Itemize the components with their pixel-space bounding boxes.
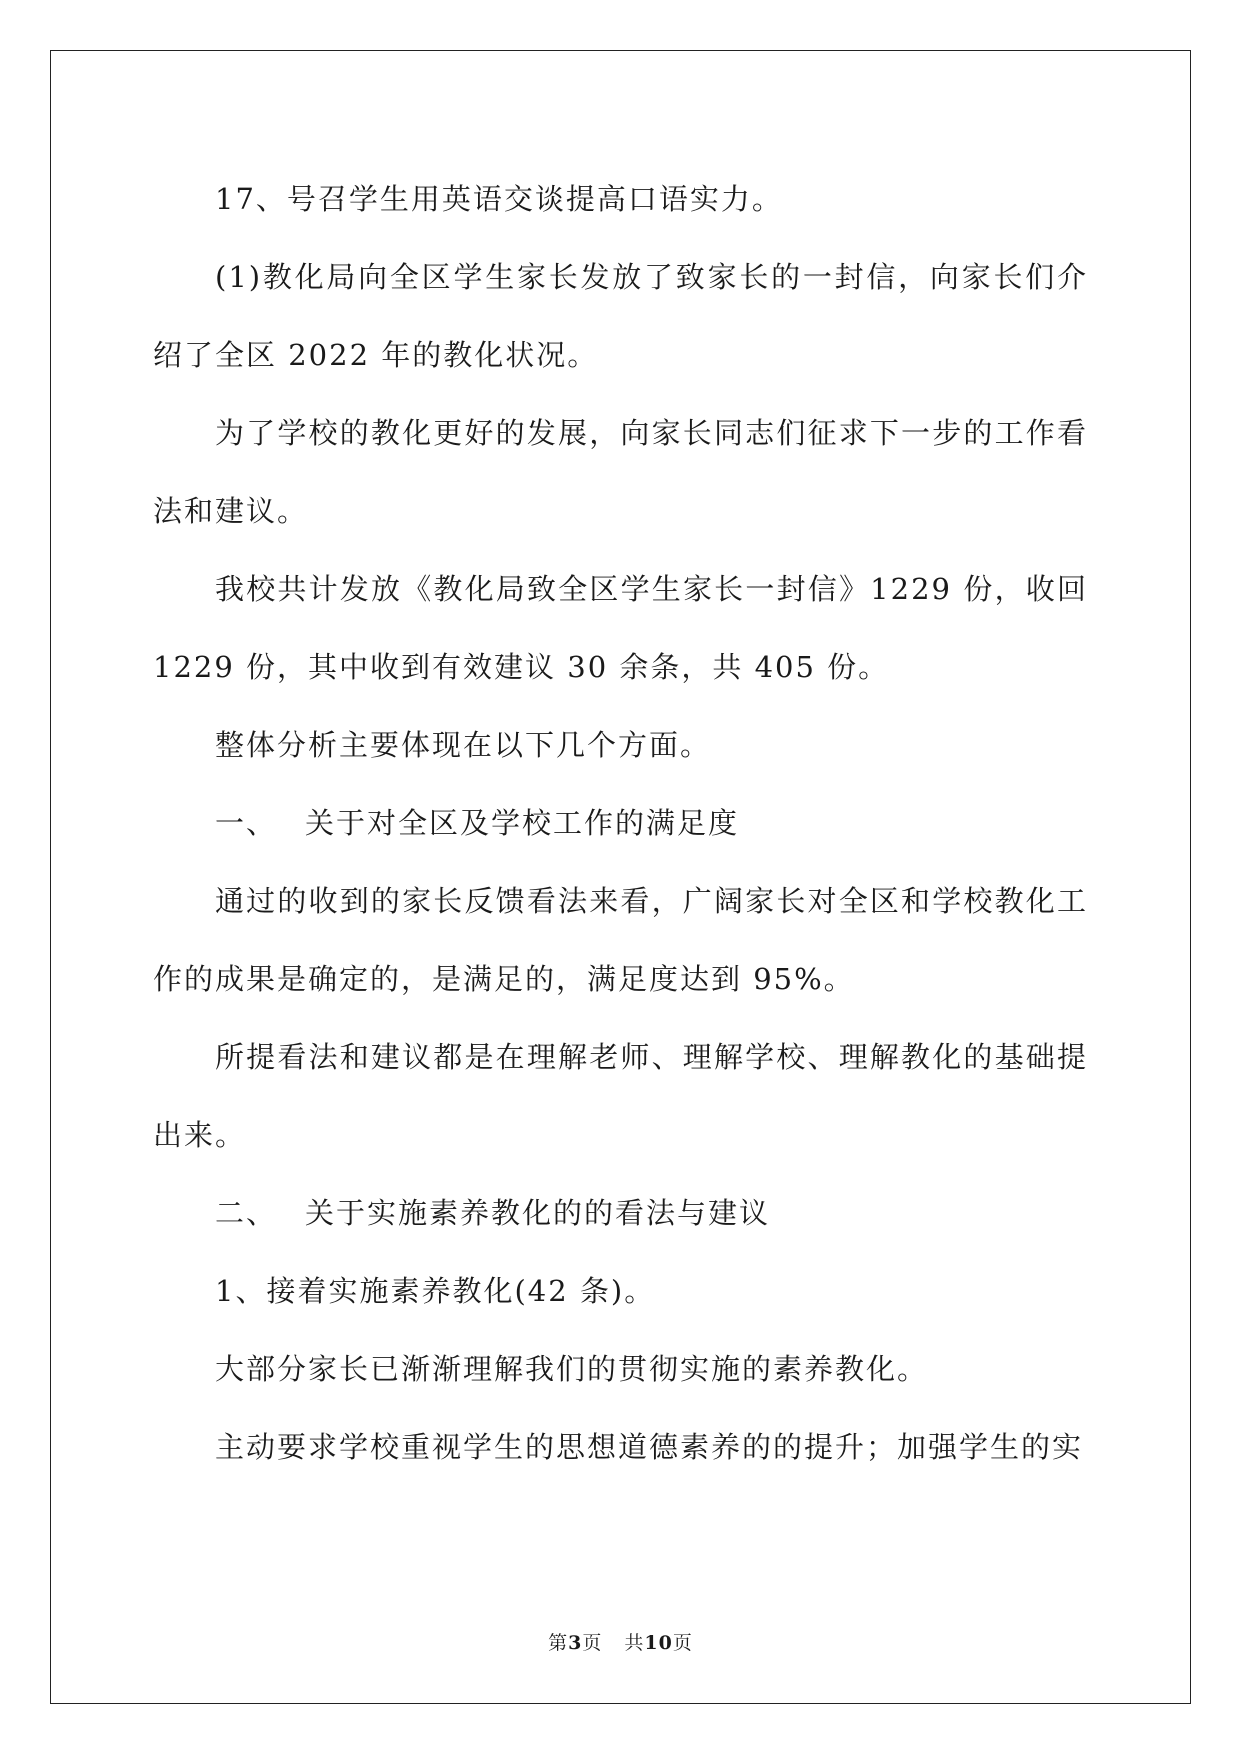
section-heading	[153, 784, 1088, 862]
paragraph: 整体分析主要体现在以下几个方面。	[215, 728, 712, 762]
paragraph: 17、号召学生用英语交谈提高口语实力。	[215, 182, 783, 216]
paragraph: (1)教化局向全区学生家长发放了致家长的一封信，向家长们介绍了全区 2022 年的教化状况。	[153, 260, 1088, 372]
paragraph: 主动要求学校重视学生的思想道德素养的的提升；加强学生的实	[215, 1430, 1084, 1464]
section-heading	[153, 1174, 1088, 1252]
section-number: 二、	[215, 1196, 278, 1230]
section-number: 一、	[215, 806, 278, 840]
paragraph: 大部分家长已渐渐理解我们的贯彻实施的素养教化。	[215, 1352, 929, 1386]
page-footer	[0, 1628, 1241, 1655]
page-number: 第3页	[548, 1632, 603, 1654]
section-title: 关于实施素养教化的的看法与建议	[305, 1196, 771, 1230]
paragraph: 通过的收到的家长反馈看法来看，广阔家长对全区和学校教化工作的成果是确定的，是满足的，满足度达到 95%。	[153, 884, 1088, 996]
paragraph: 为了学校的教化更好的发展，向家长同志们征求下一步的工作看法和建议。	[153, 416, 1088, 528]
page-total: 共10页	[624, 1632, 693, 1654]
paragraph: 1、接着实施素养教化(42 条)。	[215, 1274, 656, 1308]
paragraph: 所提看法和建议都是在理解老师、理解学校、理解教化的基础提出来。	[153, 1040, 1088, 1152]
section-title: 关于对全区及学校工作的满足度	[305, 806, 740, 840]
paragraph: 我校共计发放《教化局致全区学生家长一封信》1229 份，收回 1229 份，其中收到有效建议 30 余条，共 405 份。	[153, 572, 1088, 684]
document-body	[153, 160, 1088, 1486]
